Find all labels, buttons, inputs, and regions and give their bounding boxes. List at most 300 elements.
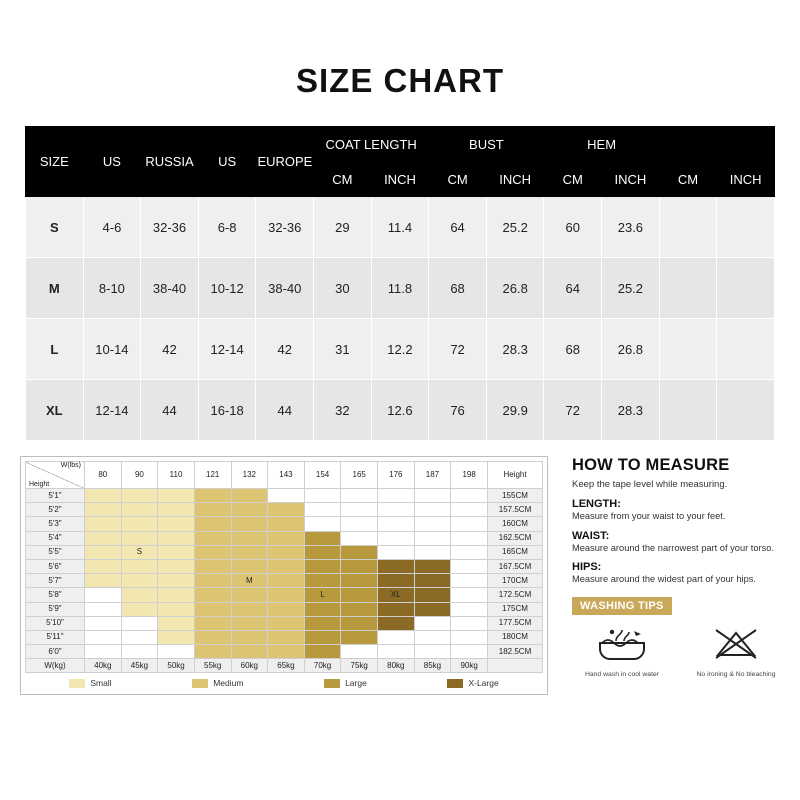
heatmap-bottom-right-blank bbox=[488, 659, 543, 673]
heatmap-cell bbox=[158, 559, 195, 573]
table-cell: 26.8 bbox=[486, 258, 544, 319]
heatmap-cell bbox=[121, 559, 158, 573]
table-cell: 64 bbox=[544, 258, 602, 319]
heatmap-x-tick: 143 bbox=[268, 462, 305, 489]
group-header-blank-right bbox=[659, 127, 774, 162]
size-table bbox=[25, 126, 775, 441]
heatmap-cell bbox=[231, 545, 268, 559]
legend-item bbox=[324, 678, 367, 688]
table-cell bbox=[659, 197, 717, 258]
size-table-container bbox=[25, 126, 775, 441]
heatmap-cell bbox=[121, 517, 158, 531]
column-header-us-1: US bbox=[83, 127, 141, 197]
table-cell: 38-40 bbox=[256, 258, 314, 319]
heatmap-cell bbox=[231, 517, 268, 531]
table-cell: 28.3 bbox=[486, 319, 544, 380]
heatmap-x-bottom-tick: 75kg bbox=[341, 659, 378, 673]
heatmap-cell bbox=[158, 645, 195, 659]
table-row bbox=[26, 258, 775, 319]
table-cell: 28.3 bbox=[602, 380, 660, 441]
heatmap-cell bbox=[304, 616, 341, 630]
size-table-group-header-row bbox=[26, 127, 775, 162]
heatmap-right-tick: 172.5CM bbox=[488, 588, 543, 602]
heatmap-cell bbox=[194, 517, 231, 531]
heatmap-cell bbox=[194, 489, 231, 503]
heatmap-cell bbox=[341, 559, 378, 573]
heatmap-cell bbox=[85, 602, 122, 616]
heatmap-x-bottom-tick: 80kg bbox=[378, 659, 415, 673]
heatmap-cell bbox=[378, 531, 415, 545]
table-cell: 42 bbox=[256, 319, 314, 380]
heatmap-cell bbox=[194, 645, 231, 659]
table-cell: 38-40 bbox=[141, 258, 199, 319]
table-cell: 12-14 bbox=[198, 319, 256, 380]
row-size-label: S bbox=[26, 197, 84, 258]
column-header-russia-2: RUSSIA bbox=[141, 127, 199, 197]
heatmap-cell bbox=[268, 574, 305, 588]
table-cell: 68 bbox=[544, 319, 602, 380]
heatmap-cell bbox=[451, 574, 488, 588]
measure-label-length: LENGTH: bbox=[572, 498, 621, 510]
heatmap-y-tick: 5'6" bbox=[26, 559, 85, 573]
heatmap-cell bbox=[414, 531, 451, 545]
heatmap-cell bbox=[451, 559, 488, 573]
heatmap-cell bbox=[451, 630, 488, 644]
heatmap-cell bbox=[414, 559, 451, 573]
heatmap-cell bbox=[378, 545, 415, 559]
heatmap-y-tick: 5'10" bbox=[26, 616, 85, 630]
heatmap-cell bbox=[85, 574, 122, 588]
heatmap-xaxis-label: W(lbs) bbox=[60, 462, 81, 469]
legend-swatch bbox=[192, 679, 208, 688]
group-header-bust: BUST bbox=[429, 127, 544, 162]
heatmap-row bbox=[26, 531, 543, 545]
heatmap-cell bbox=[268, 545, 305, 559]
measure-label-hips: HIPS: bbox=[572, 561, 602, 574]
heatmap-row bbox=[26, 517, 543, 531]
table-cell: 6-8 bbox=[198, 197, 256, 258]
column-header-us-3: US bbox=[198, 127, 256, 197]
heatmap-cell bbox=[451, 602, 488, 616]
table-cell: 16-18 bbox=[198, 380, 256, 441]
heatmap-axis-corner bbox=[26, 462, 85, 489]
table-cell bbox=[717, 197, 775, 258]
table-cell: 8-10 bbox=[83, 258, 141, 319]
heatmap-cell bbox=[451, 645, 488, 659]
heatmap-cell: XL bbox=[378, 588, 415, 602]
heatmap-cell bbox=[158, 588, 195, 602]
heatmap-row bbox=[26, 489, 543, 503]
heatmap-cell bbox=[378, 574, 415, 588]
table-cell: 30 bbox=[314, 258, 372, 319]
heatmap-cell bbox=[341, 531, 378, 545]
heatmap-y-tick: 5'1" bbox=[26, 489, 85, 503]
heatmap-right-tick: 157.5CM bbox=[488, 503, 543, 517]
heatmap-cell bbox=[268, 503, 305, 517]
height-weight-heatmap bbox=[20, 456, 548, 695]
heatmap-x-tick: 198 bbox=[451, 462, 488, 489]
heatmap-cell bbox=[194, 531, 231, 545]
heatmap-y-tick: 5'8" bbox=[26, 588, 85, 602]
heatmap-right-header: Height bbox=[488, 462, 543, 489]
heatmap-cell bbox=[378, 503, 415, 517]
heatmap-cell bbox=[304, 574, 341, 588]
table-cell: 11.4 bbox=[371, 197, 429, 258]
table-cell: 12-14 bbox=[83, 380, 141, 441]
legend-item bbox=[69, 678, 111, 688]
heatmap-cell bbox=[451, 489, 488, 503]
legend-label: Small bbox=[90, 678, 112, 689]
heatmap-cell bbox=[158, 517, 195, 531]
heatmap-cell bbox=[414, 616, 451, 630]
heatmap-y-tick: 5'2" bbox=[26, 503, 85, 517]
table-cell: 32-36 bbox=[141, 197, 199, 258]
heatmap-cell bbox=[378, 616, 415, 630]
heatmap-cell bbox=[268, 489, 305, 503]
heatmap-row bbox=[26, 630, 543, 644]
heatmap-y-tick: 5'7" bbox=[26, 574, 85, 588]
how-to-measure-subheading: Keep the tape level while measuring. bbox=[572, 479, 728, 490]
heatmap-x-tick: 187 bbox=[414, 462, 451, 489]
heatmap-cell bbox=[158, 616, 195, 630]
heatmap-x-tick: 80 bbox=[85, 462, 122, 489]
heatmap-cell bbox=[85, 489, 122, 503]
heatmap-cell bbox=[378, 630, 415, 644]
heatmap-cell bbox=[268, 559, 305, 573]
table-row bbox=[26, 197, 775, 258]
heatmap-cell bbox=[451, 545, 488, 559]
heatmap-row bbox=[26, 645, 543, 659]
table-cell: 11.8 bbox=[371, 258, 429, 319]
row-size-label: M bbox=[26, 258, 84, 319]
table-cell: 72 bbox=[544, 380, 602, 441]
heatmap-cell bbox=[121, 574, 158, 588]
heatmap-cell bbox=[158, 489, 195, 503]
legend-item bbox=[447, 678, 498, 688]
column-header-coat-cm: CM bbox=[314, 162, 372, 197]
heatmap-cell bbox=[231, 503, 268, 517]
heatmap-cell bbox=[451, 517, 488, 531]
heatmap-cell bbox=[341, 489, 378, 503]
column-header-extra-inch: INCH bbox=[717, 162, 775, 197]
heatmap-x-tick: 90 bbox=[121, 462, 158, 489]
heatmap-cell bbox=[341, 616, 378, 630]
table-cell: 29 bbox=[314, 197, 372, 258]
heatmap-cell bbox=[194, 574, 231, 588]
heatmap-cell bbox=[451, 616, 488, 630]
heatmap-cell bbox=[85, 517, 122, 531]
heatmap-y-tick: 5'5" bbox=[26, 545, 85, 559]
heatmap-right-tick: 167.5CM bbox=[488, 559, 543, 573]
heatmap-right-tick: 182.5CM bbox=[488, 645, 543, 659]
table-cell bbox=[717, 319, 775, 380]
heatmap-cell bbox=[414, 503, 451, 517]
table-cell: 25.2 bbox=[486, 197, 544, 258]
heatmap-row bbox=[26, 616, 543, 630]
heatmap-cell bbox=[121, 503, 158, 517]
column-header-extra-cm: CM bbox=[659, 162, 717, 197]
heatmap-x-bottom-tick: 40kg bbox=[85, 659, 122, 673]
table-cell: 4-6 bbox=[83, 197, 141, 258]
heatmap-right-tick: 155CM bbox=[488, 489, 543, 503]
row-size-label: XL bbox=[26, 380, 84, 441]
heatmap-cell bbox=[194, 559, 231, 573]
heatmap-cell bbox=[414, 517, 451, 531]
table-cell: 12.2 bbox=[371, 319, 429, 380]
heatmap-cell bbox=[341, 574, 378, 588]
heatmap-cell bbox=[341, 630, 378, 644]
heatmap-cell bbox=[268, 588, 305, 602]
heatmap-x-bottom-tick: 70kg bbox=[304, 659, 341, 673]
heatmap-cell bbox=[121, 630, 158, 644]
heatmap-head bbox=[26, 462, 543, 489]
legend-label: Medium bbox=[213, 678, 244, 689]
heatmap-cell bbox=[304, 602, 341, 616]
measure-text-length: Measure from your waist to your feet. bbox=[572, 511, 726, 521]
heatmap-cell bbox=[341, 503, 378, 517]
table-cell: 12.6 bbox=[371, 380, 429, 441]
row-size-label: L bbox=[26, 319, 84, 380]
heatmap-row bbox=[26, 559, 543, 573]
heatmap-cell bbox=[414, 545, 451, 559]
heatmap-cell bbox=[268, 602, 305, 616]
heatmap-cell bbox=[85, 616, 122, 630]
heatmap-cell bbox=[121, 489, 158, 503]
heatmap-header-row bbox=[26, 462, 543, 489]
column-header-europe-4: EUROPE bbox=[256, 127, 314, 197]
table-cell bbox=[659, 380, 717, 441]
heatmap-cell bbox=[194, 503, 231, 517]
hand-wash-icon bbox=[594, 650, 650, 667]
heatmap-right-tick: 160CM bbox=[488, 517, 543, 531]
heatmap-cell bbox=[341, 602, 378, 616]
group-header-coat-length: COAT LENGTH bbox=[314, 127, 429, 162]
heatmap-cell bbox=[378, 489, 415, 503]
heatmap-right-tick: 162.5CM bbox=[488, 531, 543, 545]
wash-caption-hand-wash: Hand wash in cool water bbox=[584, 670, 660, 678]
heatmap-y-tick: 5'9" bbox=[26, 602, 85, 616]
washing-tips-badge: WASHING TIPS bbox=[572, 597, 672, 615]
heatmap-cell bbox=[268, 531, 305, 545]
heatmap-cell bbox=[121, 645, 158, 659]
heatmap-body bbox=[26, 489, 543, 673]
heatmap-y-tick: 5'4" bbox=[26, 531, 85, 545]
heatmap-cell bbox=[121, 531, 158, 545]
table-cell: 44 bbox=[141, 380, 199, 441]
heatmap-cell bbox=[158, 545, 195, 559]
heatmap-cell bbox=[231, 616, 268, 630]
size-table-body bbox=[26, 197, 775, 441]
heatmap-cell bbox=[378, 645, 415, 659]
heatmap-x-bottom-tick: 85kg bbox=[414, 659, 451, 673]
heatmap-y-tick: 6'0" bbox=[26, 645, 85, 659]
heatmap-cell bbox=[194, 602, 231, 616]
heatmap-cell bbox=[231, 531, 268, 545]
table-cell: 72 bbox=[429, 319, 487, 380]
heatmap-legend bbox=[25, 673, 543, 690]
heatmap-cell bbox=[158, 602, 195, 616]
heatmap-cell bbox=[231, 602, 268, 616]
heatmap-cell bbox=[121, 616, 158, 630]
column-header-hem-inch: INCH bbox=[602, 162, 660, 197]
measure-text-hips: Measure around the widest part of your hips. bbox=[572, 574, 756, 585]
heatmap-x-tick: 121 bbox=[194, 462, 231, 489]
wash-item-no-iron bbox=[692, 625, 780, 679]
heatmap-cell bbox=[451, 503, 488, 517]
heatmap-x-tick: 165 bbox=[341, 462, 378, 489]
heatmap-cell bbox=[304, 489, 341, 503]
legend-label: Large bbox=[345, 678, 367, 689]
heatmap-cell bbox=[341, 588, 378, 602]
heatmap-cell bbox=[194, 630, 231, 644]
heatmap-cell: M bbox=[231, 574, 268, 588]
legend-swatch bbox=[69, 679, 85, 688]
heatmap-cell bbox=[414, 574, 451, 588]
heatmap-right-tick: 175CM bbox=[488, 602, 543, 616]
heatmap-cell bbox=[378, 559, 415, 573]
group-header-hem: HEM bbox=[544, 127, 659, 162]
heatmap-yaxis-label: Height bbox=[29, 481, 50, 488]
heatmap-cell bbox=[414, 489, 451, 503]
heatmap-cell bbox=[304, 630, 341, 644]
measure-text-waist: Measure around the narrowest part of your torso. bbox=[572, 542, 775, 553]
heatmap-cell bbox=[85, 559, 122, 573]
heatmap-cell bbox=[231, 645, 268, 659]
heatmap-cell bbox=[158, 503, 195, 517]
heatmap-cell bbox=[414, 645, 451, 659]
lower-section bbox=[20, 456, 780, 695]
column-header-size-0: SIZE bbox=[26, 127, 84, 197]
heatmap-cell bbox=[85, 531, 122, 545]
heatmap-row bbox=[26, 574, 543, 588]
column-header-coat-inch: INCH bbox=[371, 162, 429, 197]
table-cell: 10-14 bbox=[83, 319, 141, 380]
table-cell: 76 bbox=[429, 380, 487, 441]
heatmap-x-tick: 110 bbox=[158, 462, 195, 489]
heatmap-cell bbox=[85, 545, 122, 559]
how-to-measure-panel bbox=[560, 456, 780, 695]
legend-item bbox=[192, 678, 243, 688]
heatmap-cell bbox=[231, 588, 268, 602]
how-to-measure-heading: HOW TO MEASURE bbox=[572, 456, 730, 474]
measure-item-waist bbox=[572, 530, 780, 555]
heatmap-row bbox=[26, 503, 543, 517]
table-cell: 42 bbox=[141, 319, 199, 380]
heatmap-cell bbox=[194, 545, 231, 559]
wash-icon-row bbox=[572, 625, 780, 679]
heatmap-cell bbox=[414, 588, 451, 602]
column-header-hem-cm: CM bbox=[544, 162, 602, 197]
heatmap-cell bbox=[85, 588, 122, 602]
legend-swatch bbox=[447, 679, 463, 688]
heatmap-cell bbox=[304, 545, 341, 559]
wash-item-hand-wash bbox=[578, 625, 666, 679]
heatmap-cell bbox=[414, 630, 451, 644]
heatmap-bottom-axis-label: W(kg) bbox=[26, 659, 85, 673]
heatmap-cell bbox=[268, 517, 305, 531]
column-header-bust-inch: INCH bbox=[486, 162, 544, 197]
heatmap-cell bbox=[304, 503, 341, 517]
heatmap-right-tick: 177.5CM bbox=[488, 616, 543, 630]
heatmap-row bbox=[26, 588, 543, 602]
heatmap-cell bbox=[194, 616, 231, 630]
table-cell: 32 bbox=[314, 380, 372, 441]
heatmap-cell bbox=[341, 645, 378, 659]
table-cell: 25.2 bbox=[602, 258, 660, 319]
heatmap-cell bbox=[158, 574, 195, 588]
heatmap-cell bbox=[268, 616, 305, 630]
table-cell bbox=[717, 258, 775, 319]
heatmap-cell bbox=[304, 559, 341, 573]
heatmap-table bbox=[25, 461, 543, 673]
legend-label: X-Large bbox=[468, 678, 499, 689]
heatmap-right-tick: 180CM bbox=[488, 630, 543, 644]
size-table-head bbox=[26, 127, 775, 197]
no-iron-no-bleach-icon bbox=[708, 650, 764, 667]
heatmap-cell bbox=[85, 645, 122, 659]
heatmap-cell bbox=[378, 517, 415, 531]
heatmap-x-bottom-tick: 65kg bbox=[268, 659, 305, 673]
table-cell: 44 bbox=[256, 380, 314, 441]
heatmap-x-bottom-tick: 55kg bbox=[194, 659, 231, 673]
table-cell: 68 bbox=[429, 258, 487, 319]
heatmap-bottom-axis-row bbox=[26, 659, 543, 673]
heatmap-cell bbox=[85, 503, 122, 517]
heatmap-cell bbox=[158, 630, 195, 644]
heatmap-x-tick: 176 bbox=[378, 462, 415, 489]
heatmap-cell bbox=[231, 559, 268, 573]
table-cell bbox=[659, 258, 717, 319]
measure-item-hips bbox=[572, 561, 780, 586]
heatmap-x-tick: 154 bbox=[304, 462, 341, 489]
heatmap-cell bbox=[85, 630, 122, 644]
measure-item-length bbox=[572, 498, 780, 523]
heatmap-right-tick: 170CM bbox=[488, 574, 543, 588]
heatmap-cell bbox=[194, 588, 231, 602]
heatmap-cell bbox=[268, 630, 305, 644]
page-title: SIZE CHART bbox=[296, 62, 504, 99]
heatmap-cell bbox=[304, 531, 341, 545]
table-cell: 29.9 bbox=[486, 380, 544, 441]
table-row bbox=[26, 380, 775, 441]
heatmap-cell bbox=[304, 645, 341, 659]
heatmap-cell bbox=[451, 588, 488, 602]
table-cell: 64 bbox=[429, 197, 487, 258]
heatmap-cell bbox=[121, 588, 158, 602]
wash-caption-no-iron: No ironing & No bleaching bbox=[696, 670, 776, 678]
heatmap-x-bottom-tick: 45kg bbox=[121, 659, 158, 673]
heatmap-y-tick: 5'3" bbox=[26, 517, 85, 531]
heatmap-x-tick: 132 bbox=[231, 462, 268, 489]
heatmap-cell bbox=[231, 630, 268, 644]
table-cell: 10-12 bbox=[198, 258, 256, 319]
heatmap-cell bbox=[304, 517, 341, 531]
heatmap-x-bottom-tick: 50kg bbox=[158, 659, 195, 673]
heatmap-cell bbox=[268, 645, 305, 659]
column-header-bust-cm: CM bbox=[429, 162, 487, 197]
measure-label-waist: WAIST: bbox=[572, 529, 610, 542]
heatmap-cell bbox=[231, 489, 268, 503]
heatmap-cell bbox=[414, 602, 451, 616]
heatmap-cell bbox=[158, 531, 195, 545]
table-cell bbox=[659, 319, 717, 380]
table-row bbox=[26, 319, 775, 380]
table-cell: 31 bbox=[314, 319, 372, 380]
heatmap-cell bbox=[341, 545, 378, 559]
heatmap-right-tick: 165CM bbox=[488, 545, 543, 559]
heatmap-cell: S bbox=[121, 545, 158, 559]
table-cell: 32-36 bbox=[256, 197, 314, 258]
